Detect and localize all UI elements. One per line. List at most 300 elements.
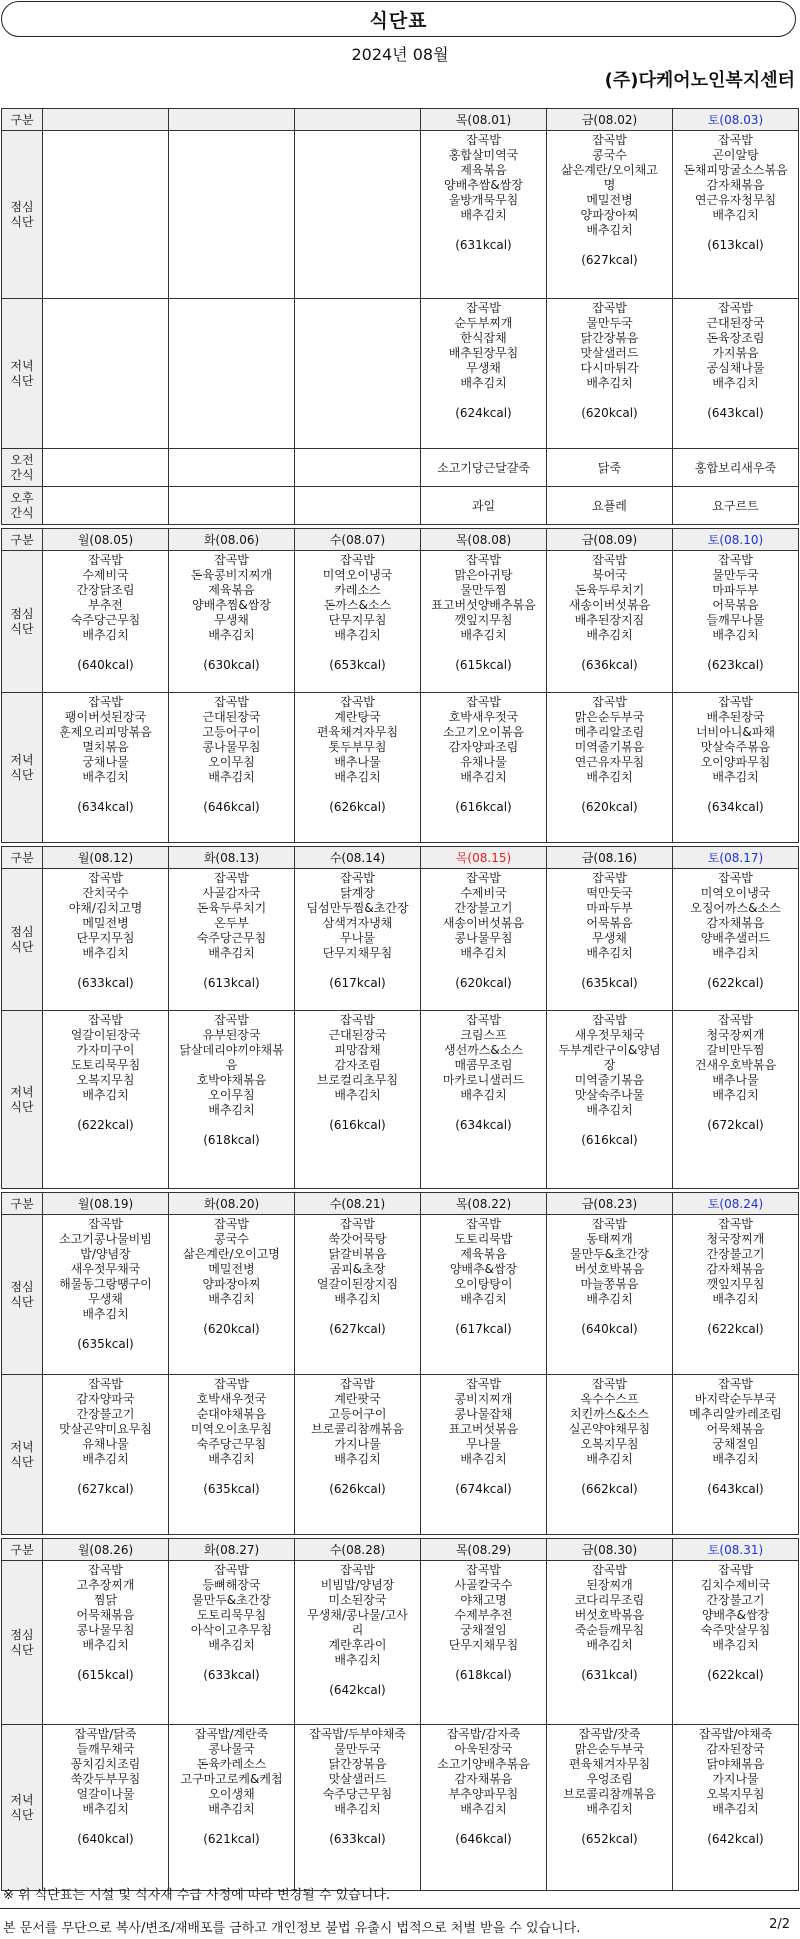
menu-item: 배추김치 — [208, 770, 255, 784]
row-label-line: 점심 — [10, 606, 34, 621]
calorie-value: (620kcal) — [581, 800, 638, 814]
menu-item: 미역오이냉국 — [322, 568, 393, 582]
menu-item: 소고기오이볶음 — [442, 725, 525, 739]
menu-item: 배추김치 — [334, 1292, 381, 1306]
menu-item: 배추나물 — [334, 755, 381, 769]
menu-item: 잡곡밥 — [718, 871, 753, 885]
menu-item: 마파두부 — [712, 583, 759, 597]
menu-item: 물만두찜 — [460, 583, 507, 597]
lunch-menu-cell — [169, 551, 295, 693]
menu-item: 배추된장국 — [706, 710, 765, 724]
menu-item: 궁채절임 — [460, 1623, 507, 1637]
menu-item: 잡곡밥 — [592, 1563, 627, 1577]
row-label-line: 식단 — [10, 767, 34, 782]
menu-item: 감자양파국 — [76, 1392, 135, 1406]
lunch-menu-cell — [421, 1215, 547, 1375]
lunch-menu-cell — [673, 869, 799, 1011]
menu-item: 미역줄기볶음 — [574, 1073, 645, 1087]
menu-item: 잡곡밥 — [88, 1563, 123, 1577]
lunch-menu-cell — [547, 551, 673, 693]
menu-item: 청국장찌개 — [706, 1028, 765, 1042]
menu-item: 잡곡밥/닭죽 — [74, 1727, 137, 1741]
row-label — [2, 1375, 43, 1535]
menu-item: 배추김치 — [712, 770, 759, 784]
menu-item: 청국장찌개 — [706, 1232, 765, 1246]
menu-item: 잡곡밥 — [88, 871, 123, 885]
calorie-value: (616kcal) — [455, 800, 512, 814]
calorie-value: (631kcal) — [455, 238, 512, 252]
menu-item: 양배추샐러드 — [700, 931, 771, 945]
menu-item: 배추김치 — [712, 1802, 759, 1816]
menu-item: 새송이버섯볶음 — [568, 598, 651, 612]
menu-item: 돈채피망굴소스볶음 — [683, 163, 788, 177]
day-date: 수(08.28) — [295, 1539, 421, 1561]
menu-item: 오징어까스&소스 — [690, 901, 781, 915]
menu-item: 메추리알조림 — [574, 725, 645, 739]
menu-item: 잡곡밥 — [718, 301, 753, 315]
menu-item: 배추김치 — [334, 1653, 381, 1667]
menu-item: 마늘쫑볶음 — [580, 1277, 639, 1291]
dinner-menu-cell — [169, 1725, 295, 1891]
menu-item: 배추김치 — [82, 1452, 129, 1466]
day-date: 월(08.12) — [43, 847, 169, 869]
day-date — [295, 109, 421, 131]
menu-item: 잡곡밥 — [718, 553, 753, 567]
menu-item: 맑은순두부국 — [574, 710, 645, 724]
menu-item: 고등어구이 — [328, 1407, 387, 1421]
menu-item: 돈육두루치기 — [574, 583, 645, 597]
snack-cell: 소고기당근달걀죽 — [421, 449, 547, 487]
menu-item: 다시마튀각 — [580, 361, 639, 375]
menu-item: 아욱된장국 — [454, 1742, 513, 1756]
menu-item: 잡곡밥/계란죽 — [194, 1727, 269, 1741]
menu-item: 배추김치 — [712, 946, 759, 960]
header-label: 구분 — [2, 1539, 43, 1561]
menu-item: 잡곡밥 — [466, 1377, 501, 1391]
menu-item: 근대된장국 — [328, 1028, 387, 1042]
menu-item: 물만두&초간장 — [570, 1247, 649, 1261]
menu-item: 오복지무침 — [706, 1787, 765, 1801]
menu-item: 제육볶음 — [460, 1247, 507, 1261]
menu-item: 표고버섯볶음 — [448, 1422, 519, 1436]
lunch-menu-cell — [421, 869, 547, 1011]
menu-item: 잡곡밥 — [592, 1217, 627, 1231]
snack-cell: 과일 — [421, 487, 547, 525]
menu-item: 잡곡밥 — [88, 695, 123, 709]
dinner-menu-cell — [421, 299, 547, 449]
footer-divider — [0, 1908, 800, 1909]
day-date: 목(08.08) — [421, 529, 547, 551]
menu-item: 돈육카레소스 — [196, 1757, 267, 1771]
snack-cell: 닭죽 — [547, 449, 673, 487]
menu-table — [1, 108, 799, 1891]
dinner-menu-cell — [547, 1375, 673, 1535]
menu-item: 무생채 — [592, 931, 627, 945]
row-label-line: 식단 — [10, 939, 34, 954]
menu-item: 어묵채볶음 — [706, 1422, 765, 1436]
calorie-value: (620kcal) — [203, 1322, 260, 1336]
menu-item: 메추리알카레조림 — [689, 1407, 782, 1421]
menu-item: 공심채나물 — [706, 361, 765, 375]
dinner-menu-cell — [295, 1725, 421, 1891]
menu-item: 돈육두루치기 — [196, 901, 267, 915]
menu-item: 피망잡채 — [334, 1043, 381, 1057]
menu-item: 맑은순두부국 — [574, 1742, 645, 1756]
menu-item: 도토리묵밥 — [454, 1232, 513, 1246]
menu-item: 콩비지찌개 — [454, 1392, 513, 1406]
calorie-value: (623kcal) — [707, 658, 764, 672]
menu-item: 톳두부무침 — [328, 740, 387, 754]
snack-cell — [43, 449, 169, 487]
copyright-notice: 본 문서를 무단으로 복사/변조/재배포를 금하고 개인정보 불법 유출시 법적으로 처벌 받을 수 있습니다. — [3, 1921, 581, 1936]
menu-item: 배추김치 — [208, 1452, 255, 1466]
menu-item: 건새우호박볶음 — [694, 1058, 777, 1072]
day-date: 월(08.26) — [43, 1539, 169, 1561]
menu-item: 곰피&초장 — [329, 1262, 386, 1276]
snack-cell — [295, 449, 421, 487]
menu-item: 궁채나물 — [82, 755, 129, 769]
menu-item: 맛살숙주나물 — [574, 1088, 645, 1102]
menu-item: 잡곡밥 — [718, 133, 753, 147]
dinner-menu-cell — [547, 1725, 673, 1891]
menu-item: 미역오이냉국 — [700, 886, 771, 900]
menu-item: 배추김치 — [334, 1088, 381, 1102]
row-label-line: 오전 — [10, 452, 34, 467]
calorie-value: (627kcal) — [77, 1482, 134, 1496]
menu-item: 단무지무침 — [328, 613, 387, 627]
menu-item: 브로콜리참깨볶음 — [311, 1422, 404, 1436]
menu-item: 마파두부 — [586, 901, 633, 915]
calorie-value: (627kcal) — [329, 1322, 386, 1336]
calorie-value: (615kcal) — [77, 1668, 134, 1682]
menu-item: 무생채 — [466, 361, 501, 375]
row-label-line: 저녁 — [10, 358, 34, 373]
menu-item: 바지락순두부국 — [694, 1392, 777, 1406]
row-label-line: 식단 — [10, 621, 34, 636]
row-label-line: 식단 — [10, 1807, 34, 1822]
menu-item: 호박새우젓국 — [196, 1392, 267, 1406]
menu-item: 잡곡밥 — [718, 1013, 753, 1027]
menu-item: 죽순들깨무침 — [574, 1623, 645, 1637]
day-date: 목(08.01) — [421, 109, 547, 131]
row-label — [2, 131, 43, 299]
menu-item: 닭야채볶음 — [706, 1757, 765, 1771]
menu-item: 계란팟국 — [334, 1392, 381, 1406]
menu-item: 훈제오리피망볶음 — [59, 725, 152, 739]
calorie-value: (615kcal) — [455, 658, 512, 672]
day-date: 토(08.17) — [673, 847, 799, 869]
row-label — [2, 487, 43, 525]
menu-item: 배추김치 — [334, 1802, 381, 1816]
menu-item: 카레소스 — [334, 583, 381, 597]
day-date: 토(08.24) — [673, 1193, 799, 1215]
lunch-menu-cell — [421, 551, 547, 693]
day-date: 목(08.29) — [421, 1539, 547, 1561]
dinner-menu-cell — [43, 693, 169, 843]
menu-item: 배추김치 — [712, 1292, 759, 1306]
lunch-menu-cell — [43, 1215, 169, 1375]
menu-item: 유채나물 — [82, 1437, 129, 1451]
menu-item: 얼갈이된장국 — [70, 1028, 141, 1042]
menu-item: 고등어구이 — [202, 725, 261, 739]
calorie-value: (634kcal) — [455, 1118, 512, 1132]
row-label-line: 점심 — [10, 1279, 34, 1294]
week-header-row — [2, 529, 799, 551]
week-header-row — [2, 1193, 799, 1215]
menu-item: 배추김치 — [208, 1638, 255, 1652]
menu-item: 잡곡밥 — [88, 1013, 123, 1027]
header-label: 구분 — [2, 1193, 43, 1215]
lunch-menu-cell — [43, 1561, 169, 1725]
menu-item: 잡곡밥/두부야채죽 — [309, 1727, 406, 1741]
week-header-row — [2, 1539, 799, 1561]
menu-item: 궁채절임 — [712, 1437, 759, 1451]
lunch-menu-cell — [169, 869, 295, 1011]
menu-item: 잡곡밥 — [592, 695, 627, 709]
calorie-value: (613kcal) — [203, 976, 260, 990]
menu-item: 멸치볶음 — [82, 740, 129, 754]
row-label-line: 간식 — [10, 505, 34, 520]
menu-item: 연근유자청무침 — [694, 193, 777, 207]
lunch-menu-cell — [43, 551, 169, 693]
dinner-menu-cell — [169, 693, 295, 843]
menu-item: 숙주당근무침 — [70, 613, 141, 627]
lunch-menu-cell — [295, 551, 421, 693]
menu-item: 배추김치 — [460, 628, 507, 642]
menu-item: 양배추&쌈장 — [701, 1608, 770, 1622]
snack-cell: 요플레 — [547, 487, 673, 525]
menu-item: 돈까스&소스 — [323, 598, 392, 612]
menu-item: 배추김치 — [82, 1638, 129, 1652]
month-label: 2024년 08월 — [351, 45, 449, 64]
menu-item: 너비아니&파채 — [696, 725, 775, 739]
menu-item: 새우젓무채국 — [574, 1028, 645, 1042]
calorie-value: (646kcal) — [455, 1832, 512, 1846]
menu-item: 잡곡밥 — [466, 1013, 501, 1027]
calorie-value: (634kcal) — [77, 800, 134, 814]
menu-item: 옥수수스프 — [580, 1392, 639, 1406]
am-snack-row — [2, 449, 799, 487]
menu-item: 간장불고기 — [454, 901, 513, 915]
snack-cell: 요구르트 — [673, 487, 799, 525]
dinner-menu-cell — [295, 1011, 421, 1189]
menu-item: 잡곡밥 — [466, 553, 501, 567]
menu-item: 비빔밥/양념장 — [320, 1578, 395, 1592]
menu-item: 물만두국 — [334, 1742, 381, 1756]
snack-cell: 홍합보리새우죽 — [673, 449, 799, 487]
menu-item: 간장불고기 — [706, 1247, 765, 1261]
calorie-value: (622kcal) — [707, 1668, 764, 1682]
menu-item: 배추김치 — [208, 1802, 255, 1816]
dinner-menu-cell — [421, 693, 547, 843]
row-label — [2, 1725, 43, 1891]
calorie-value: (672kcal) — [707, 1118, 764, 1132]
menu-item: 들깨무나물 — [706, 613, 765, 627]
calorie-value: (613kcal) — [707, 238, 764, 252]
dinner-menu-cell — [673, 299, 799, 449]
menu-item: 두부계란구이&양념 — [558, 1043, 661, 1057]
calorie-value: (662kcal) — [581, 1482, 638, 1496]
menu-item: 배추김치 — [460, 1088, 507, 1102]
row-label-line: 점심 — [10, 924, 34, 939]
menu-item: 깻잎지무침 — [706, 1277, 765, 1291]
calorie-value: (618kcal) — [455, 1668, 512, 1682]
menu-item: 코다리무조림 — [574, 1593, 645, 1607]
row-label — [2, 299, 43, 449]
menu-item: 편육채겨자무침 — [568, 1757, 651, 1771]
menu-item: 맛살샐러드 — [580, 346, 639, 360]
menu-item: 잡곡밥 — [340, 695, 375, 709]
calorie-value: (626kcal) — [329, 800, 386, 814]
menu-item: 배추김치 — [460, 770, 507, 784]
menu-item: 명 — [603, 178, 616, 192]
row-label-line: 식단 — [10, 1642, 34, 1657]
menu-item: 얼갈이된장지짐 — [316, 1277, 399, 1291]
menu-item: 떡만둣국 — [586, 886, 633, 900]
menu-item: 리 — [351, 1623, 364, 1637]
menu-item: 잔치국수 — [82, 886, 129, 900]
row-label-line: 식단 — [10, 1454, 34, 1469]
calorie-value: (633kcal) — [203, 1668, 260, 1682]
menu-item: 배추김치 — [586, 1802, 633, 1816]
menu-item: 마카로니샐러드 — [442, 1073, 525, 1087]
menu-item: 배추김치 — [208, 1292, 255, 1306]
row-label-line: 저녁 — [10, 752, 34, 767]
week-header-row — [2, 109, 799, 131]
menu-item: 잡곡밥/야채죽 — [698, 1727, 773, 1741]
calorie-value: (616kcal) — [581, 1133, 638, 1147]
menu-item: 잡곡밥 — [592, 1377, 627, 1391]
dinner-menu-cell — [673, 1375, 799, 1535]
calorie-value: (643kcal) — [707, 1482, 764, 1496]
calorie-value: (622kcal) — [707, 976, 764, 990]
menu-item: 미역줄기볶음 — [574, 740, 645, 754]
menu-item: 고구마고로케&케첩 — [180, 1772, 283, 1786]
dinner-menu-cell — [169, 1375, 295, 1535]
calorie-value: (634kcal) — [707, 800, 764, 814]
day-date: 토(08.03) — [673, 109, 799, 131]
day-date: 금(08.02) — [547, 109, 673, 131]
calorie-value: (642kcal) — [329, 1683, 386, 1697]
menu-item: 잡곡밥 — [214, 1377, 249, 1391]
lunch-menu-cell — [547, 869, 673, 1011]
calorie-value: (640kcal) — [77, 1832, 134, 1846]
calorie-value: (635kcal) — [203, 1482, 260, 1496]
menu-item: 배추된장무침 — [448, 346, 519, 360]
menu-item: 계란탕국 — [334, 710, 381, 724]
menu-item: 배추김치 — [208, 946, 255, 960]
menu-item: 배추김치 — [712, 208, 759, 222]
row-label-line: 점심 — [10, 199, 34, 214]
day-date: 화(08.06) — [169, 529, 295, 551]
day-date: 목(08.15) — [421, 847, 547, 869]
row-label-line: 점심 — [10, 1627, 34, 1642]
row-label-line: 식단 — [10, 214, 34, 229]
menu-item: 맛살숙주볶음 — [700, 740, 771, 754]
dinner-menu-cell — [295, 299, 421, 449]
menu-item: 배추나물 — [712, 1073, 759, 1087]
menu-item: 무생채 — [214, 613, 249, 627]
menu-item: 콩나물무침 — [202, 740, 261, 754]
menu-item: 배추김치 — [334, 628, 381, 642]
menu-item: 감자채볶음 — [706, 916, 765, 930]
menu-item: 장 — [603, 1058, 616, 1072]
menu-item: 새송이버섯볶음 — [442, 916, 525, 930]
dinner-menu-cell — [547, 1011, 673, 1189]
menu-item: 어묵채볶음 — [76, 1608, 135, 1622]
menu-item: 유부된장국 — [202, 1028, 261, 1042]
menu-item: 브로컬리초무침 — [316, 1073, 399, 1087]
menu-item: 감자양파조림 — [448, 740, 519, 754]
menu-item: 배추김치 — [82, 628, 129, 642]
menu-item: 잡곡밥 — [340, 1563, 375, 1577]
lunch-menu-cell — [547, 1215, 673, 1375]
dinner-menu-cell — [295, 1375, 421, 1535]
dinner-menu-cell — [673, 1725, 799, 1891]
menu-item: 감자채볶음 — [454, 1772, 513, 1786]
day-date: 금(08.16) — [547, 847, 673, 869]
menu-item: 간장닭조림 — [76, 583, 135, 597]
menu-item: 오이양파무침 — [700, 755, 771, 769]
menu-item: 배추김치 — [208, 1103, 255, 1117]
menu-item: 잡곡밥 — [214, 695, 249, 709]
menu-item: 잡곡밥 — [466, 1563, 501, 1577]
menu-item: 들깨무채국 — [76, 1742, 135, 1756]
menu-item: 순두부찌개 — [454, 316, 513, 330]
menu-item: 잡곡밥 — [214, 1217, 249, 1231]
menu-item: 된장찌개 — [586, 1578, 633, 1592]
menu-item: 어묵볶음 — [712, 598, 759, 612]
menu-item: 배추김치 — [460, 1452, 507, 1466]
menu-item: 수제비국 — [82, 568, 129, 582]
menu-item: 숙주당근무침 — [196, 931, 267, 945]
menu-item: 배추김치 — [586, 1292, 633, 1306]
lunch-menu-cell — [295, 131, 421, 299]
calorie-value: (620kcal) — [455, 976, 512, 990]
day-date: 금(08.09) — [547, 529, 673, 551]
menu-item: 양배추&쌈장 — [449, 1262, 518, 1276]
menu-item: 잡곡밥 — [88, 553, 123, 567]
menu-item: 돈육장조림 — [706, 331, 765, 345]
menu-item: 간장불고기 — [706, 1593, 765, 1607]
calorie-value: (620kcal) — [581, 406, 638, 420]
lunch-menu-cell — [547, 1561, 673, 1725]
menu-item: 콩국수 — [214, 1232, 249, 1246]
lunch-row — [2, 1561, 799, 1725]
menu-item: 오이탕탕이 — [454, 1277, 513, 1291]
menu-item: 야채고명 — [460, 1593, 507, 1607]
menu-item: 호박야채볶음 — [196, 1073, 267, 1087]
menu-item: 수제비국 — [460, 886, 507, 900]
menu-item: 단무지채무침 — [448, 1638, 519, 1652]
menu-item: 잡곡밥 — [718, 1563, 753, 1577]
menu-item: 숙주당근무침 — [196, 1437, 267, 1451]
menu-item: 잡곡밥 — [340, 871, 375, 885]
menu-item: 잡곡밥 — [466, 695, 501, 709]
dinner-row — [2, 1011, 799, 1189]
menu-item: 잡곡밥 — [592, 133, 627, 147]
menu-item: 미역오이초무침 — [190, 1422, 273, 1436]
lunch-row — [2, 1215, 799, 1375]
menu-item: 양파장아찌 — [202, 1277, 261, 1291]
lunch-row — [2, 131, 799, 299]
page-title: 식단표 — [1, 1, 796, 37]
menu-item: 버섯호박볶음 — [574, 1608, 645, 1622]
menu-item: 편육채겨자무침 — [316, 725, 399, 739]
menu-item: 돈육콩비지찌개 — [190, 568, 273, 582]
dinner-row — [2, 1725, 799, 1891]
dinner-row — [2, 693, 799, 843]
